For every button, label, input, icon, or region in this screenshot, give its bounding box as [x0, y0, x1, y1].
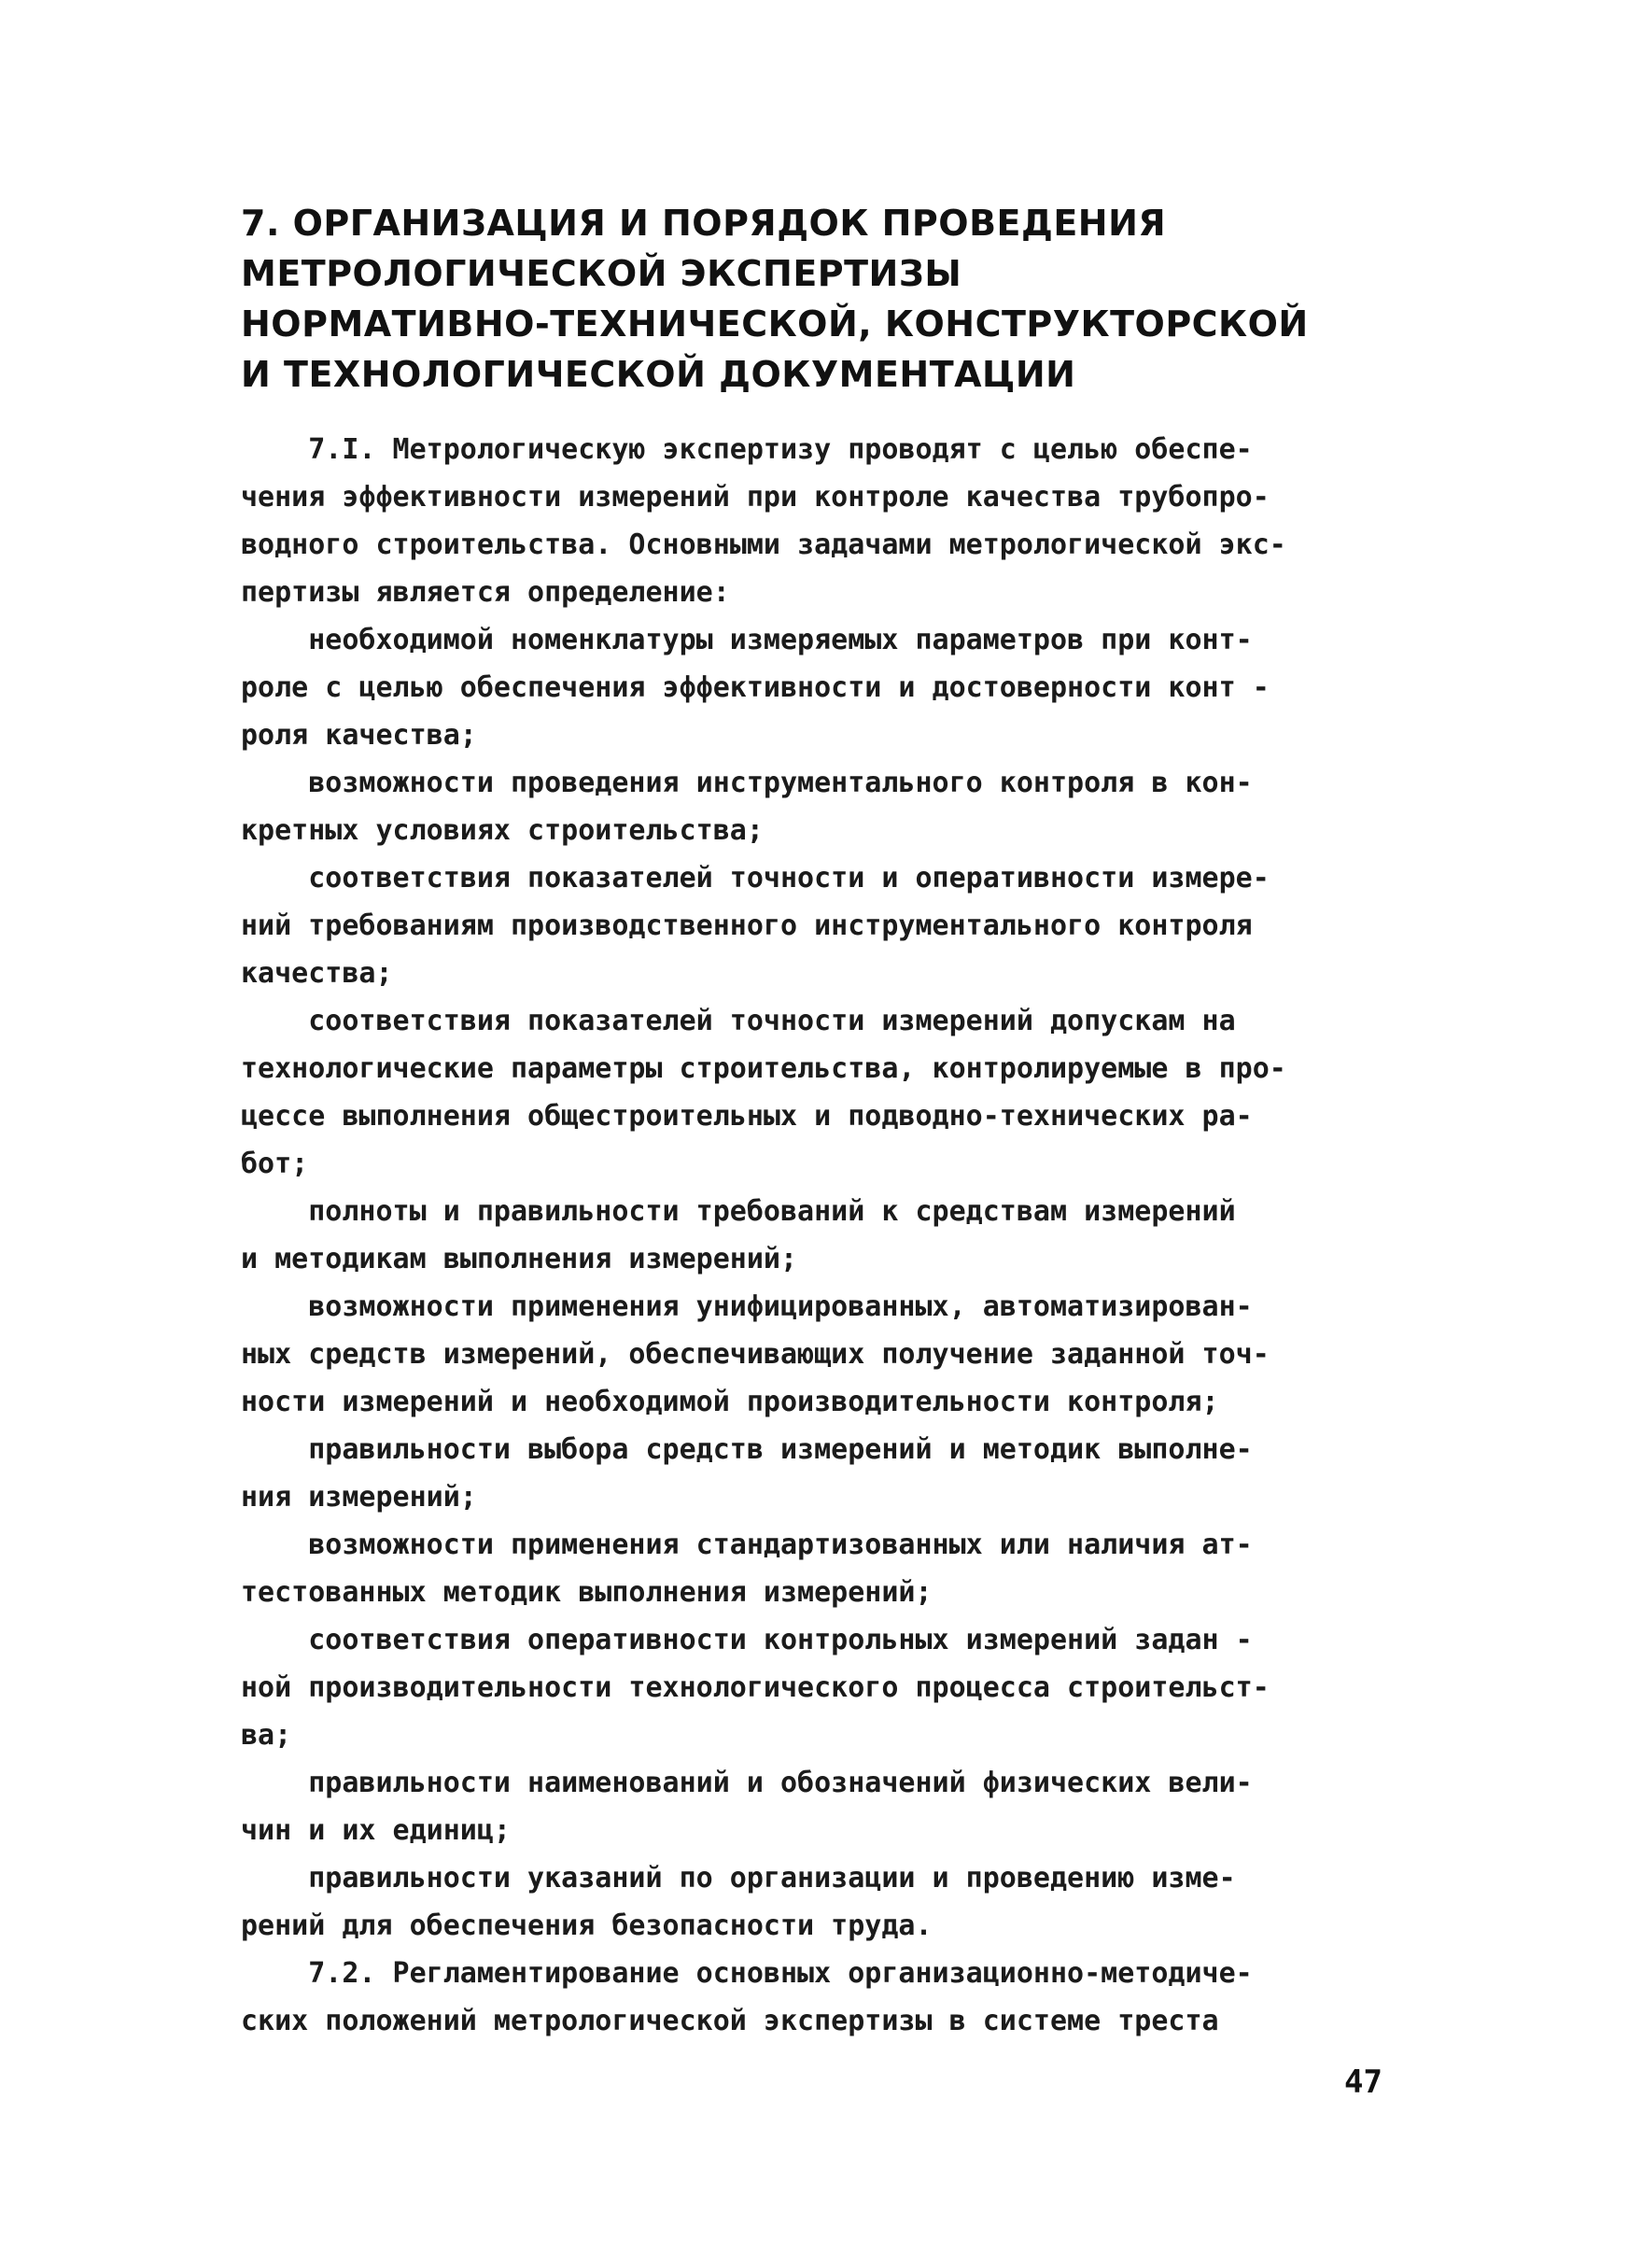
text-line: соответствия показателей точности и оперативности измере- [241, 862, 1270, 895]
text-line: полноты и правильности требований к средствам измерений [241, 1195, 1236, 1228]
text-line: роле с целью обеспечения эффективности и достоверности конт - [241, 671, 1270, 704]
text-line: возможности применения стандартизованных или наличия ат- [241, 1528, 1253, 1561]
text-line: технологические параметры строительства, контролируемые в про- [241, 1052, 1286, 1085]
text-line: ных средств измерений, обеспечивающих получение заданной точ- [241, 1338, 1270, 1371]
text-line: 7.2. Регламентирование основных организационно-методиче- [241, 1957, 1253, 1990]
text-line: и методикам выполнения измерений; [241, 1243, 798, 1275]
text-line: роля качества; [241, 719, 477, 752]
text-line: водного строительства. Основными задачами метрологической экс- [241, 528, 1286, 561]
text-line: рений для обеспечения безопасности труда. [241, 1909, 933, 1942]
text-line: правильности указаний по организации и проведению изме- [241, 1862, 1236, 1895]
text-line: тестованных методик выполнения измерений; [241, 1576, 933, 1609]
text-line: ва; [241, 1719, 292, 1752]
text-line: цессе выполнения общестроительных и подводно-технических ра- [241, 1100, 1253, 1133]
page-number: 47 [1344, 2064, 1382, 2101]
text-line: чин и их единиц; [241, 1814, 511, 1847]
text-line: ских положений метрологической экспертизы в системе треста [241, 2005, 1219, 2037]
text-line: ной производительности технологического процесса строительст- [241, 1671, 1270, 1704]
text-line: соответствия показателей точности измерений допускам на [241, 1005, 1236, 1037]
text-line: кретных условиях строительства; [241, 814, 764, 847]
heading-line: И ТЕХНОЛОГИЧЕСКОЙ ДОКУМЕНТАЦИИ [241, 354, 1076, 395]
text-line: возможности применения унифицированных, автоматизирован- [241, 1290, 1253, 1323]
section-heading [241, 198, 1454, 400]
text-line: необходимой номенклатуры измеряемых параметров при конт- [241, 624, 1253, 656]
text-line: ний требованиям производственного инструментального контроля [241, 909, 1253, 942]
text-line: качества; [241, 957, 393, 990]
text-line: 7.I. Метрологическую экспертизу проводят с целью обеспе- [241, 433, 1253, 466]
text-line: бот; [241, 1148, 309, 1180]
body-text [241, 426, 1419, 2045]
text-line: правильности выбора средств измерений и методик выполне- [241, 1433, 1253, 1466]
text-line: ния измерений; [241, 1481, 477, 1514]
heading-line: НОРМАТИВНО-ТЕХНИЧЕСКОЙ, КОНСТРУКТОРСКОЙ [241, 303, 1309, 345]
text-line: соответствия оперативности контрольных измерений задан - [241, 1624, 1253, 1656]
text-line: ности измерений и необходимой производительности контроля; [241, 1386, 1219, 1418]
text-line: правильности наименований и обозначений физических вели- [241, 1767, 1253, 1799]
heading-line: 7. ОРГАНИЗАЦИЯ И ПОРЯДОК ПРОВЕДЕНИЯ [241, 203, 1167, 244]
text-line: возможности проведения инструментального контроля в кон- [241, 767, 1253, 799]
heading-line: МЕТРОЛОГИЧЕСКОЙ ЭКСПЕРТИЗЫ [241, 253, 962, 294]
text-line: пертизы является определение: [241, 576, 730, 609]
text-line: чения эффективности измерений при контроле качества трубопро- [241, 481, 1270, 514]
